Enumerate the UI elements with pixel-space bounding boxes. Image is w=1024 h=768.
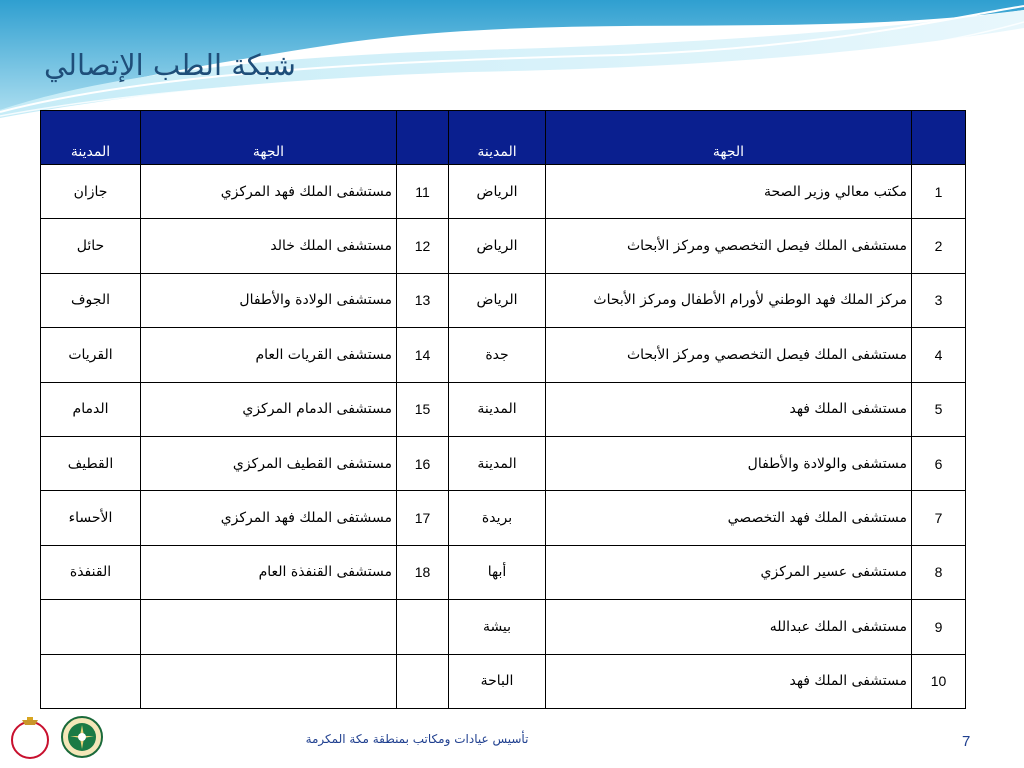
- facility-name: مركز الملك فهد الوطني لأورام الأطفال ومركز الأبحاث: [546, 273, 912, 327]
- facility-name: مستشفى القريات العام: [141, 328, 397, 382]
- facility-name: مكتب معالي وزير الصحة: [546, 165, 912, 219]
- row-number: 2: [912, 219, 966, 273]
- row-number: 12: [397, 219, 449, 273]
- hospital-network-table: [40, 110, 966, 709]
- row-number: 9: [912, 600, 966, 654]
- row-number: 13: [397, 273, 449, 327]
- facility-name: مستشفى الملك فيصل التخصصي ومركز الأبحاث: [546, 219, 912, 273]
- facility-name: مستشفى الدمام المركزي: [141, 382, 397, 436]
- city-name: حائل: [41, 219, 141, 273]
- facility-name: مسشتفى الملك فهد المركزي: [141, 491, 397, 545]
- city-name: جازان: [41, 165, 141, 219]
- city-name: [41, 654, 141, 708]
- table-row: [41, 328, 966, 382]
- row-number: [397, 654, 449, 708]
- facility-name: مستشفى الملك خالد: [141, 219, 397, 273]
- table-row: [41, 382, 966, 436]
- city-name: الجوف: [41, 273, 141, 327]
- facility-name: مستشفى والولادة والأطفال: [546, 436, 912, 490]
- row-number: 11: [397, 165, 449, 219]
- city-name: أبها: [449, 545, 546, 599]
- row-number: 8: [912, 545, 966, 599]
- facility-name: مستشفى القنفذة العام: [141, 545, 397, 599]
- city-name: الرياض: [449, 273, 546, 327]
- city-name: المدينة: [449, 436, 546, 490]
- city-name: الباحة: [449, 654, 546, 708]
- city-name: القنفذة: [41, 545, 141, 599]
- facility-name: مستشفى الملك فهد: [546, 654, 912, 708]
- row-number: 7: [912, 491, 966, 545]
- row-number: 6: [912, 436, 966, 490]
- table-row: [41, 436, 966, 490]
- facility-name: مستشفى الملك فيصل التخصصي ومركز الأبحاث: [546, 328, 912, 382]
- city-name: المدينة: [449, 382, 546, 436]
- table-row: [41, 491, 966, 545]
- row-number: 16: [397, 436, 449, 490]
- row-number: 14: [397, 328, 449, 382]
- table-row: [41, 165, 966, 219]
- facility-name: مستشفى الملك فهد: [546, 382, 912, 436]
- row-number: 3: [912, 273, 966, 327]
- row-number: 17: [397, 491, 449, 545]
- facility-name: مستشفى عسير المركزي: [546, 545, 912, 599]
- facility-name: [141, 600, 397, 654]
- table-row: [41, 654, 966, 708]
- header-num-left: [397, 111, 449, 165]
- facility-name: مستشفى الولادة والأطفال: [141, 273, 397, 327]
- city-name: بريدة: [449, 491, 546, 545]
- header-city-left: المدينة: [41, 111, 141, 165]
- city-name: القطيف: [41, 436, 141, 490]
- header-num-right: [912, 111, 966, 165]
- row-number: [397, 600, 449, 654]
- facility-name: مستشفى الملك فهد التخصصي: [546, 491, 912, 545]
- slide-title: شبكة الطب الإتصالي: [44, 48, 296, 82]
- table-row: [41, 545, 966, 599]
- header-city-right: المدينة: [449, 111, 546, 165]
- city-name: القريات: [41, 328, 141, 382]
- city-name: الأحساء: [41, 491, 141, 545]
- table-row: [41, 219, 966, 273]
- row-number: 1: [912, 165, 966, 219]
- row-number: 15: [397, 382, 449, 436]
- footer-caption: تأسيس عيادات ومكاتب بمنطقة مكة المكرمة: [305, 732, 529, 746]
- table-row: [41, 273, 966, 327]
- city-name: الرياض: [449, 165, 546, 219]
- page-number: 7: [962, 733, 971, 750]
- row-number: 18: [397, 545, 449, 599]
- header-org-left: الجهة: [141, 111, 397, 165]
- city-name: جدة: [449, 328, 546, 382]
- facility-name: [141, 654, 397, 708]
- city-name: بيشة: [449, 600, 546, 654]
- facility-name: مستشفى الملك عبدالله: [546, 600, 912, 654]
- row-number: 4: [912, 328, 966, 382]
- table-header-row: [41, 111, 966, 165]
- row-number: 10: [912, 654, 966, 708]
- row-number: 5: [912, 382, 966, 436]
- city-name: [41, 600, 141, 654]
- facility-name: مستشفى الملك فهد المركزي: [141, 165, 397, 219]
- facility-name: مستشفى القطيف المركزي: [141, 436, 397, 490]
- city-name: الدمام: [41, 382, 141, 436]
- header-org-right: الجهة: [546, 111, 912, 165]
- city-name: الرياض: [449, 219, 546, 273]
- table-row: [41, 600, 966, 654]
